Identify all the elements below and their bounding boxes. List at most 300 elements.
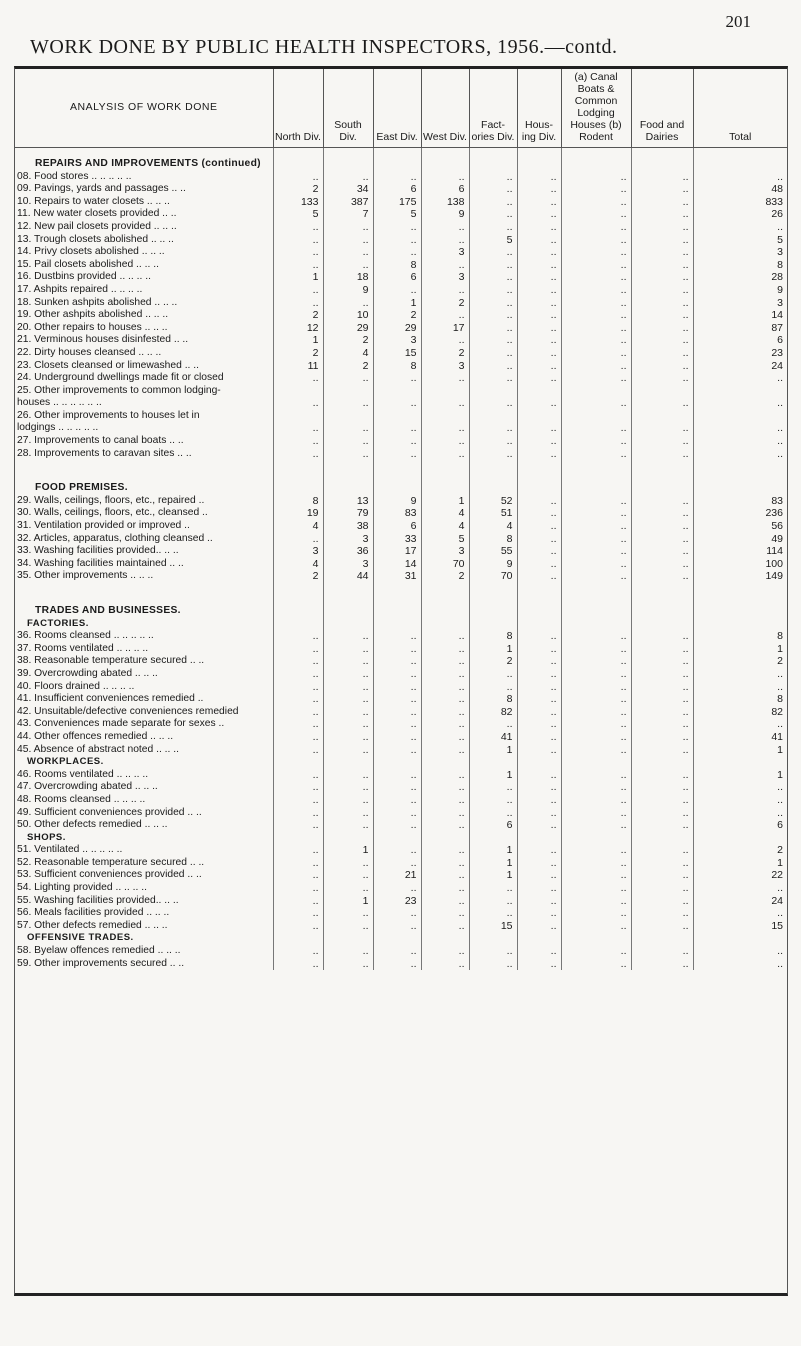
- table-row: [15, 221, 787, 234]
- cell-east: ..: [373, 668, 421, 681]
- cell-total: ..: [777, 945, 783, 958]
- spacer-cell: [561, 583, 631, 605]
- header-north: North Div.: [273, 69, 323, 148]
- empty-cell: [631, 482, 693, 495]
- cell-south: [323, 410, 373, 423]
- cell-south: 10: [323, 309, 373, 322]
- cell-canal-rodent: ..: [561, 171, 631, 184]
- cell-north: ..: [273, 807, 323, 820]
- cell-factories: ..: [469, 259, 517, 272]
- page-number: 201: [725, 12, 751, 31]
- table-row: [15, 448, 787, 461]
- cell-factories: ..: [469, 183, 517, 196]
- cell-east: ..: [373, 907, 421, 920]
- cell-north: 5: [273, 208, 323, 221]
- cell-total: 56: [771, 520, 783, 533]
- table-row: [15, 655, 787, 668]
- cell-east: ..: [373, 958, 421, 971]
- cell-south: ..: [323, 448, 373, 461]
- cell-west: ..: [421, 807, 469, 820]
- header-west: West Div.: [421, 69, 469, 148]
- cell-west: ..: [421, 731, 469, 744]
- cell-housing: ..: [517, 334, 561, 347]
- cell-north: ..: [273, 958, 323, 971]
- cell-west: 1: [421, 495, 469, 508]
- cell-canal-rodent: ..: [561, 520, 631, 533]
- cell-west: 3: [421, 271, 469, 284]
- cell-factories: ..: [469, 171, 517, 184]
- cell-east: ..: [373, 945, 421, 958]
- cell-east: ..: [373, 171, 421, 184]
- cell-factories: 6: [469, 819, 517, 832]
- empty-cell: [631, 605, 693, 618]
- row-label: 25. Other improvements to common lodging-: [15, 385, 273, 398]
- cell-west: ..: [421, 844, 469, 857]
- cell-west: ..: [421, 958, 469, 971]
- cell-total: ..: [777, 447, 783, 460]
- section-heading-row: [15, 482, 787, 495]
- row-label: 43. Conveniences made separate for sexes ..: [15, 718, 273, 731]
- cell-south: ..: [323, 655, 373, 668]
- cell-total: ..: [777, 667, 783, 680]
- cell-total: 1: [777, 768, 783, 781]
- cell-canal-rodent: ..: [561, 533, 631, 546]
- cell-factories: ..: [469, 448, 517, 461]
- empty-cell: [693, 832, 787, 845]
- cell-canal-rodent: ..: [561, 857, 631, 870]
- cell-housing: ..: [517, 221, 561, 234]
- cell-west: ..: [421, 171, 469, 184]
- cell-food-dairies: ..: [631, 807, 693, 820]
- spacer-cell: [421, 583, 469, 605]
- cell-north: ..: [273, 781, 323, 794]
- empty-cell: [561, 932, 631, 945]
- cell-canal-rodent: ..: [561, 907, 631, 920]
- cell-food-dairies: ..: [631, 693, 693, 706]
- row-label: 45. Absence of abstract noted .. .. ..: [15, 744, 273, 757]
- cell-housing: ..: [517, 643, 561, 656]
- cell-south: 13: [323, 495, 373, 508]
- empty-cell: [693, 756, 787, 769]
- cell-north: ..: [273, 234, 323, 247]
- cell-food-dairies: ..: [631, 844, 693, 857]
- row-label: 49. Sufficient conveniences provided .. ..: [15, 807, 273, 820]
- empty-cell: [561, 605, 631, 618]
- cell-housing: ..: [517, 196, 561, 209]
- cell-east: ..: [373, 781, 421, 794]
- cell-food-dairies: ..: [631, 397, 693, 410]
- cell-factories: ..: [469, 422, 517, 435]
- cell-west: ..: [421, 309, 469, 322]
- cell-north: ..: [273, 630, 323, 643]
- row-label: 23. Closets cleansed or limewashed .. ..: [15, 360, 273, 373]
- cell-east: ..: [373, 655, 421, 668]
- cell-east: 5: [373, 208, 421, 221]
- cell-west: 138: [421, 196, 469, 209]
- cell-canal-rodent: ..: [561, 208, 631, 221]
- cell-factories: ..: [469, 718, 517, 731]
- cell-east: 2: [373, 309, 421, 322]
- cell-total: 82: [771, 705, 783, 718]
- cell-east: ..: [373, 706, 421, 719]
- cell-housing: ..: [517, 422, 561, 435]
- cell-food-dairies: ..: [631, 495, 693, 508]
- cell-north: ..: [273, 895, 323, 908]
- table-row: [15, 183, 787, 196]
- cell-north: ..: [273, 435, 323, 448]
- cell-north: ..: [273, 668, 323, 681]
- cell-housing: ..: [517, 520, 561, 533]
- cell-housing: ..: [517, 844, 561, 857]
- empty-cell: [373, 605, 421, 618]
- empty-cell: [421, 832, 469, 845]
- cell-housing: ..: [517, 360, 561, 373]
- cell-east: 17: [373, 545, 421, 558]
- cell-east: 83: [373, 507, 421, 520]
- cell-factories: 41: [469, 731, 517, 744]
- cell-west: 5: [421, 533, 469, 546]
- empty-cell: [561, 832, 631, 845]
- cell-housing: ..: [517, 322, 561, 335]
- cell-total: 3: [777, 246, 783, 259]
- cell-housing: ..: [517, 668, 561, 681]
- cell-canal-rodent: ..: [561, 882, 631, 895]
- cell-east: ..: [373, 819, 421, 832]
- section-heading-row: [15, 158, 787, 171]
- header-factories: Fact- ories Div.: [469, 69, 517, 148]
- spacer-cell: [15, 460, 273, 482]
- cell-canal-rodent: ..: [561, 643, 631, 656]
- cell-factories: ..: [469, 895, 517, 908]
- cell-factories: ..: [469, 958, 517, 971]
- spacer-cell: [373, 148, 421, 159]
- row-label: 56. Meals facilities provided .. .. ..: [15, 907, 273, 920]
- spacer-cell: [517, 148, 561, 159]
- empty-cell: [469, 756, 517, 769]
- empty-cell: [373, 756, 421, 769]
- cell-canal-rodent: ..: [561, 297, 631, 310]
- row-label: 35. Other improvements .. .. ..: [15, 570, 273, 583]
- cell-north: ..: [273, 259, 323, 272]
- cell-west: 3: [421, 246, 469, 259]
- spacer-cell: [323, 583, 373, 605]
- cell-canal-rodent: ..: [561, 844, 631, 857]
- cell-canal-rodent: ..: [561, 706, 631, 719]
- empty-cell: [517, 482, 561, 495]
- cell-housing: ..: [517, 807, 561, 820]
- cell-canal-rodent: ..: [561, 322, 631, 335]
- cell-total: 6: [777, 819, 783, 832]
- cell-food-dairies: ..: [631, 322, 693, 335]
- cell-food-dairies: ..: [631, 895, 693, 908]
- cell-food-dairies: ..: [631, 907, 693, 920]
- table-row: [15, 630, 787, 643]
- cell-canal-rodent: ..: [561, 360, 631, 373]
- cell-canal-rodent: ..: [561, 895, 631, 908]
- table-row: [15, 744, 787, 757]
- cell-west: 2: [421, 297, 469, 310]
- cell-housing: ..: [517, 718, 561, 731]
- cell-food-dairies: ..: [631, 769, 693, 782]
- cell-food-dairies: ..: [631, 643, 693, 656]
- cell-canal-rodent: ..: [561, 545, 631, 558]
- cell-food-dairies: ..: [631, 718, 693, 731]
- cell-south: ..: [323, 706, 373, 719]
- cell-east: ..: [373, 744, 421, 757]
- cell-west: 3: [421, 360, 469, 373]
- cell-west: ..: [421, 259, 469, 272]
- row-label: 27. Improvements to canal boats .. ..: [15, 435, 273, 448]
- empty-cell: [421, 618, 469, 631]
- cell-canal-rodent: ..: [561, 435, 631, 448]
- section-heading: FOOD PREMISES.: [15, 482, 273, 495]
- cell-total: 15: [771, 919, 783, 932]
- cell-total: 23: [771, 346, 783, 359]
- row-label: 26. Other improvements to houses let in: [15, 410, 273, 423]
- cell-north: ..: [273, 397, 323, 410]
- cell-east: 33: [373, 533, 421, 546]
- cell-east: ..: [373, 693, 421, 706]
- cell-food-dairies: ..: [631, 208, 693, 221]
- cell-canal-rodent: ..: [561, 495, 631, 508]
- cell-north: ..: [273, 869, 323, 882]
- cell-south: ..: [323, 668, 373, 681]
- cell-food-dairies: ..: [631, 857, 693, 870]
- subsection-heading-row: [15, 618, 787, 631]
- cell-east: ..: [373, 422, 421, 435]
- table-row: [15, 422, 787, 435]
- cell-north: ..: [273, 794, 323, 807]
- cell-factories: [469, 410, 517, 423]
- page-title: WORK DONE BY PUBLIC HEALTH INSPECTORS, 1956.—contd.: [30, 36, 618, 58]
- row-label: 57. Other defects remedied .. .. ..: [15, 920, 273, 933]
- cell-east: 29: [373, 322, 421, 335]
- row-label: 09. Pavings, yards and passages .. ..: [15, 183, 273, 196]
- cell-east: 9: [373, 495, 421, 508]
- empty-cell: [273, 618, 323, 631]
- cell-canal-rodent: ..: [561, 630, 631, 643]
- cell-north: 8: [273, 495, 323, 508]
- table-row: [15, 347, 787, 360]
- cell-south: ..: [323, 435, 373, 448]
- cell-east: 14: [373, 558, 421, 571]
- cell-housing: ..: [517, 246, 561, 259]
- table-row: [15, 907, 787, 920]
- cell-food-dairies: ..: [631, 448, 693, 461]
- row-label: 46. Rooms ventilated .. .. .. ..: [15, 769, 273, 782]
- cell-south: ..: [323, 171, 373, 184]
- cell-west: ..: [421, 448, 469, 461]
- cell-total: ..: [777, 372, 783, 385]
- cell-canal-rodent: ..: [561, 246, 631, 259]
- subsection-heading: WORKPLACES.: [15, 756, 273, 769]
- empty-cell: [693, 932, 787, 945]
- header-housing: Hous- ing Div.: [517, 69, 561, 148]
- empty-cell: [273, 832, 323, 845]
- row-label: 14. Privy closets abolished .. .. ..: [15, 246, 273, 259]
- cell-factories: 1: [469, 844, 517, 857]
- cell-west: 2: [421, 347, 469, 360]
- empty-cell: [421, 482, 469, 495]
- cell-east: ..: [373, 397, 421, 410]
- cell-food-dairies: ..: [631, 744, 693, 757]
- table-row: [15, 706, 787, 719]
- cell-food-dairies: ..: [631, 558, 693, 571]
- cell-north: ..: [273, 246, 323, 259]
- cell-west: ..: [421, 769, 469, 782]
- cell-south: ..: [323, 731, 373, 744]
- cell-total: ..: [777, 957, 783, 970]
- cell-housing: ..: [517, 259, 561, 272]
- cell-canal-rodent: ..: [561, 958, 631, 971]
- cell-north: 12: [273, 322, 323, 335]
- cell-canal-rodent: ..: [561, 731, 631, 744]
- empty-cell: [469, 158, 517, 171]
- row-label: 10. Repairs to water closets .. .. ..: [15, 196, 273, 209]
- row-label: 17. Ashpits repaired .. .. .. ..: [15, 284, 273, 297]
- cell-factories: 4: [469, 520, 517, 533]
- spacer-row: [15, 148, 787, 159]
- cell-west: ..: [421, 234, 469, 247]
- spacer-row: [15, 583, 787, 605]
- cell-food-dairies: ..: [631, 869, 693, 882]
- cell-north: ..: [273, 844, 323, 857]
- cell-food-dairies: ..: [631, 819, 693, 832]
- spacer-cell: [273, 148, 323, 159]
- row-label: 21. Verminous houses disinfested .. ..: [15, 334, 273, 347]
- cell-canal-rodent: ..: [561, 869, 631, 882]
- cell-north: ..: [273, 655, 323, 668]
- empty-cell: [373, 482, 421, 495]
- cell-canal-rodent: ..: [561, 655, 631, 668]
- cell-housing: ..: [517, 630, 561, 643]
- cell-west: ..: [421, 284, 469, 297]
- cell-total: 1: [777, 743, 783, 756]
- cell-south: ..: [323, 958, 373, 971]
- cell-south: ..: [323, 857, 373, 870]
- cell-west: ..: [421, 718, 469, 731]
- empty-cell: [517, 832, 561, 845]
- cell-canal-rodent: ..: [561, 681, 631, 694]
- cell-canal-rodent: ..: [561, 807, 631, 820]
- empty-cell: [631, 932, 693, 945]
- cell-east: ..: [373, 681, 421, 694]
- empty-cell: [323, 605, 373, 618]
- cell-south: ..: [323, 945, 373, 958]
- row-label: 37. Rooms ventilated .. .. .. ..: [15, 643, 273, 656]
- cell-south: 7: [323, 208, 373, 221]
- cell-east: ..: [373, 221, 421, 234]
- cell-east: ..: [373, 807, 421, 820]
- table-row: [15, 533, 787, 546]
- header-east: East Div.: [373, 69, 421, 148]
- empty-cell: [693, 482, 787, 495]
- cell-east: ..: [373, 372, 421, 385]
- cell-food-dairies: ..: [631, 422, 693, 435]
- table-row: [15, 271, 787, 284]
- spacer-cell: [517, 583, 561, 605]
- header-canal-rodent: (a) Canal Boats & Common Lodging Houses (b) Rodent: [561, 69, 631, 148]
- cell-housing: ..: [517, 920, 561, 933]
- cell-total: 24: [771, 894, 783, 907]
- cell-canal-rodent: ..: [561, 945, 631, 958]
- cell-total: 49: [771, 532, 783, 545]
- cell-food-dairies: ..: [631, 507, 693, 520]
- cell-west: ..: [421, 630, 469, 643]
- empty-cell: [373, 158, 421, 171]
- cell-east: 8: [373, 259, 421, 272]
- empty-cell: [273, 932, 323, 945]
- cell-canal-rodent: ..: [561, 334, 631, 347]
- cell-factories: ..: [469, 681, 517, 694]
- table-row: [15, 171, 787, 184]
- cell-food-dairies: ..: [631, 533, 693, 546]
- row-label: 20. Other repairs to houses .. .. ..: [15, 322, 273, 335]
- cell-housing: ..: [517, 495, 561, 508]
- row-label: 55. Washing facilities provided.. .. ..: [15, 895, 273, 908]
- cell-housing: ..: [517, 781, 561, 794]
- cell-food-dairies: ..: [631, 309, 693, 322]
- cell-housing: [517, 410, 561, 423]
- cell-west: ..: [421, 781, 469, 794]
- cell-south: ..: [323, 819, 373, 832]
- row-label: 28. Improvements to caravan sites .. ..: [15, 448, 273, 461]
- cell-factories: ..: [469, 334, 517, 347]
- cell-east: ..: [373, 630, 421, 643]
- cell-factories: ..: [469, 397, 517, 410]
- cell-south: ..: [323, 794, 373, 807]
- cell-south: ..: [323, 234, 373, 247]
- cell-north: ..: [273, 706, 323, 719]
- table-row: [15, 397, 787, 410]
- cell-east: 21: [373, 869, 421, 882]
- table-row: [15, 895, 787, 908]
- empty-cell: [323, 158, 373, 171]
- cell-total: 236: [765, 507, 783, 520]
- cell-canal-rodent: ..: [561, 718, 631, 731]
- cell-north: ..: [273, 819, 323, 832]
- cell-total: ..: [777, 781, 783, 794]
- row-label: 50. Other defects remedied .. .. ..: [15, 819, 273, 832]
- cell-east: ..: [373, 794, 421, 807]
- cell-north: 4: [273, 520, 323, 533]
- table-row: [15, 857, 787, 870]
- cell-total: ..: [777, 397, 783, 410]
- cell-south: ..: [323, 643, 373, 656]
- cell-east: ..: [373, 284, 421, 297]
- subsection-heading: FACTORIES.: [15, 618, 273, 631]
- row-label: 15. Pail closets abolished .. .. ..: [15, 259, 273, 272]
- cell-west: 4: [421, 507, 469, 520]
- cell-food-dairies: ..: [631, 183, 693, 196]
- cell-canal-rodent: ..: [561, 284, 631, 297]
- spacer-cell: [15, 148, 273, 159]
- spacer-cell: [631, 460, 693, 482]
- cell-north: 2: [273, 309, 323, 322]
- cell-housing: ..: [517, 945, 561, 958]
- cell-east: ..: [373, 718, 421, 731]
- spacer-cell: [561, 148, 631, 159]
- empty-cell: [631, 158, 693, 171]
- cell-west: ..: [421, 643, 469, 656]
- cell-east: ..: [373, 857, 421, 870]
- cell-south: 3: [323, 558, 373, 571]
- cell-canal-rodent: ..: [561, 693, 631, 706]
- cell-housing: ..: [517, 731, 561, 744]
- cell-west: [421, 410, 469, 423]
- empty-cell: [561, 158, 631, 171]
- cell-total: ..: [777, 793, 783, 806]
